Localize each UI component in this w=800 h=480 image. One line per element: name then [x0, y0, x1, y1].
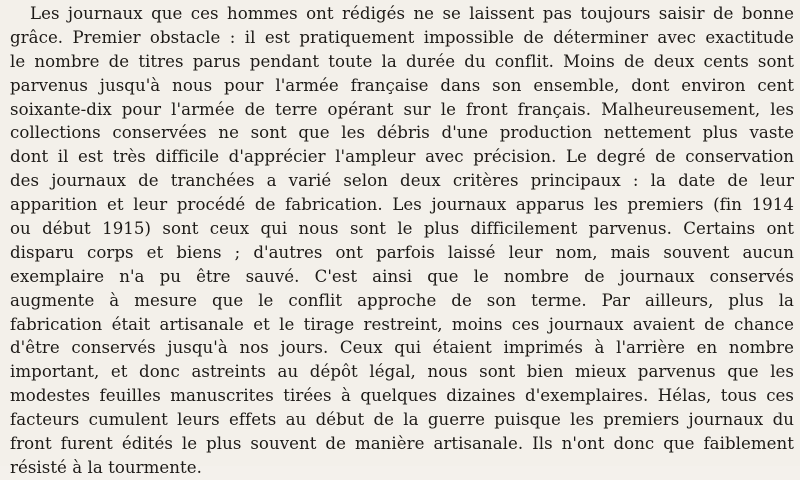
text-line: front furent édités le plus souvent de manière artisanale. Ils n'ont donc que faiblement	[10, 434, 794, 454]
text-line: apparition et leur procédé de fabrication. Les journaux apparus les premiers (fin 1914	[10, 195, 794, 215]
text-line: disparu corps et biens ; d'autres ont parfois laissé leur nom, mais souvent aucun	[10, 242, 794, 262]
text-line: dont il est très difficile d'apprécier l'ampleur avec précision. Le degré de conservation	[10, 147, 794, 167]
text-line: fabrication était artisanale et le tirage restreint, moins ces journaux avaient de chance	[10, 314, 794, 334]
text-line: Les journaux que ces hommes ont rédigés ne se laissent pas toujours saisir de bonne	[30, 4, 794, 23]
text-line: résisté à la tourmente.	[10, 457, 202, 477]
text-line: ou début 1915) sont ceux qui nous sont le plus difficilement parvenus. Certains ont	[10, 219, 794, 239]
text-line: parvenus jusqu'à nous pour l'armée française dans son ensemble, dont environ cent	[10, 75, 794, 95]
text-line: grâce. Premier obstacle : il est pratiquement impossible de déterminer avec exactitude	[10, 27, 794, 47]
text-line: facteurs cumulent leurs effets au début de la guerre puisque les premiers journaux du	[10, 410, 794, 430]
body-paragraph	[10, 2, 794, 480]
text-line: le nombre de titres parus pendant toute la durée du conflit. Moins de deux cents sont	[10, 51, 794, 71]
text-line: important, et donc astreints au dépôt légal, nous sont bien mieux parvenus que les	[10, 362, 794, 382]
text-line: des journaux de tranchées a varié selon deux critères principaux : la date de leur	[10, 171, 794, 191]
text-line: collections conservées ne sont que les débris d'une production nettement plus vaste	[10, 123, 794, 143]
text-line: modestes feuilles manuscrites tirées à quelques dizaines d'exemplaires. Hélas, tous ces	[10, 386, 794, 406]
text-line: soixante-dix pour l'armée de terre opérant sur le front français. Malheureusement, les	[10, 99, 794, 119]
text-line: exemplaire n'a pu être sauvé. C'est ainsi que le nombre de journaux conservés	[10, 266, 794, 286]
text-line: augmente à mesure que le conflit approche de son terme. Par ailleurs, plus la	[10, 290, 794, 310]
text-line: d'être conservés jusqu'à nos jours. Ceux qui étaient imprimés à l'arrière en nombre	[10, 338, 794, 358]
